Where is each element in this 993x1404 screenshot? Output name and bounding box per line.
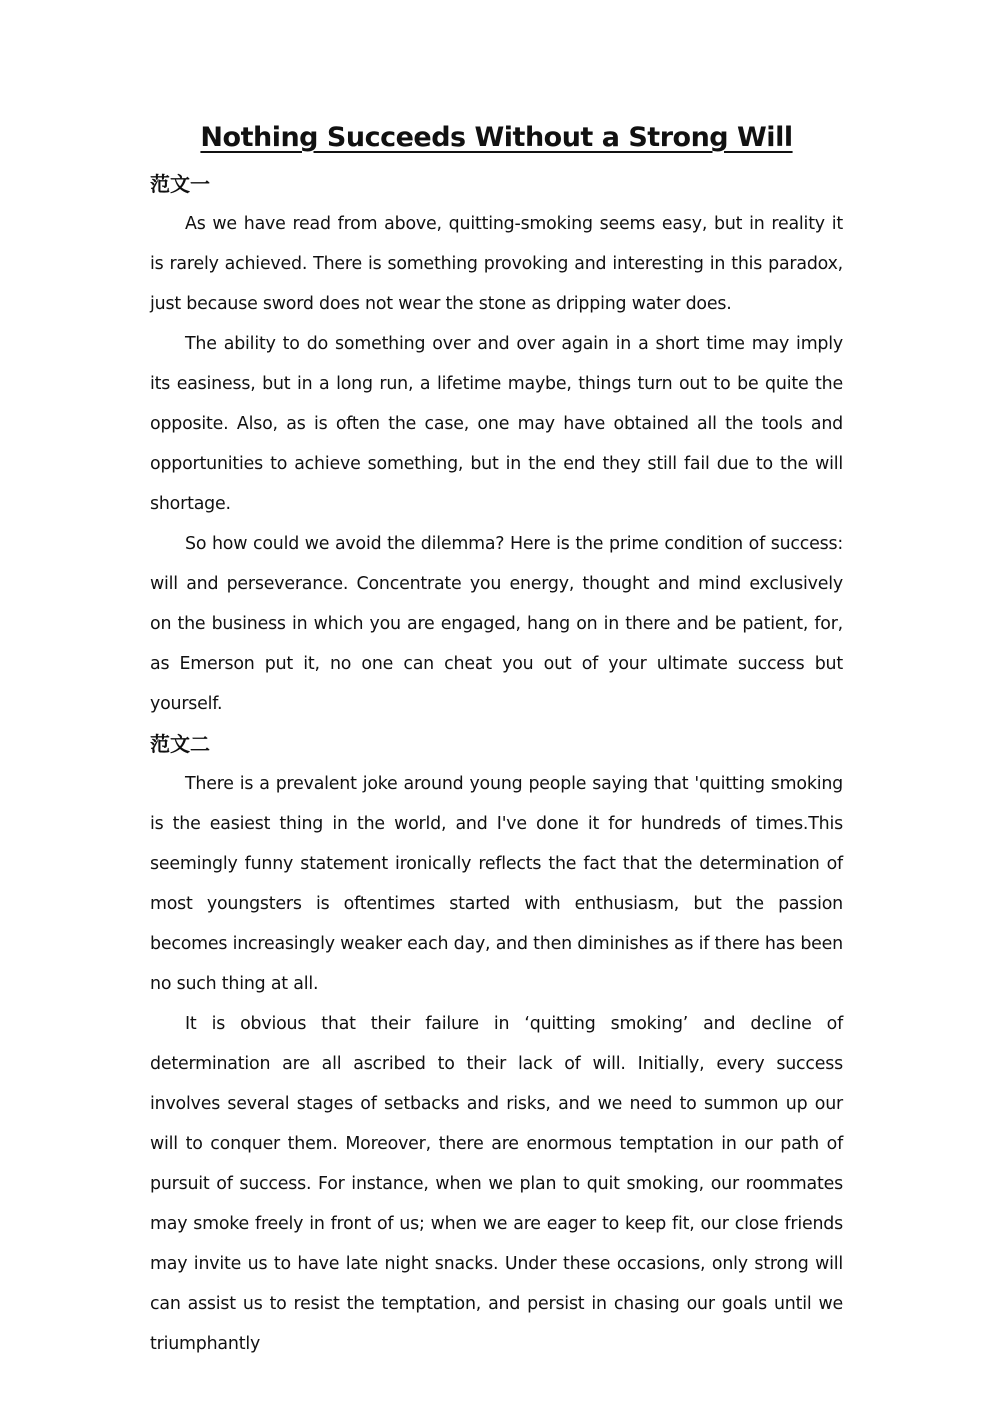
paragraph: There is a prevalent joke around young people saying that 'quitting smoking is the easiest thing in the world, and I've done it for hundreds of times.This seemingly funny statement ironically reflects the fact that the determination of most youngsters is oftentimes started with enthusiasm, but the passion becomes increasingly weaker each day, and then diminishes as if there has been no such thing at all. [150,774,843,994]
essay-section-1 [150,164,843,724]
document-title [0,118,993,158]
document-title-text: Nothing Succeeds Without a Strong Will [200,122,793,153]
paragraph: As we have read from above, quitting-smoking seems easy, but in reality it is rarely achieved. There is something provoking and interesting in this paradox, just because sword does not wear the stone as dripping water does. [150,214,843,314]
document-body [150,164,843,1364]
paragraph: The ability to do something over and over again in a short time may imply its easiness, but in a long run, a lifetime maybe, things turn out to be quite the opposite. Also, as is often the case, one may have obtained all the tools and opportunities to achieve something, but in the end they still fail due to the will shortage. [150,334,843,514]
paragraph: It is obvious that their failure in ‘quitting smoking’ and decline of determination are all ascribed to their lack of will. Initially, every success involves several stages of setbacks and risks, and we need to summon up our will to conquer them. Moreover, there are enormous temptation in our path of pursuit of success. For instance, when we plan to quit smoking, our roommates may smoke freely in front of us; when we are eager to keep fit, our close friends may invite us to have late night snacks. Under these occasions, only strong will can assist us to resist the temptation, and persist in chasing our goals until we triumphantly [150,1014,843,1354]
paragraph: So how could we avoid the dilemma? Here is the prime condition of success: will and perseverance. Concentrate you energy, thought and mind exclusively on the business in which you are engaged, hang on in there and be patient, for, as Emerson put it, no one can cheat you out of your ultimate success but yourself. [150,534,843,714]
essay-section-2 [150,724,843,1364]
section-heading: 范文一 [150,172,210,196]
section-heading: 范文二 [150,732,210,756]
